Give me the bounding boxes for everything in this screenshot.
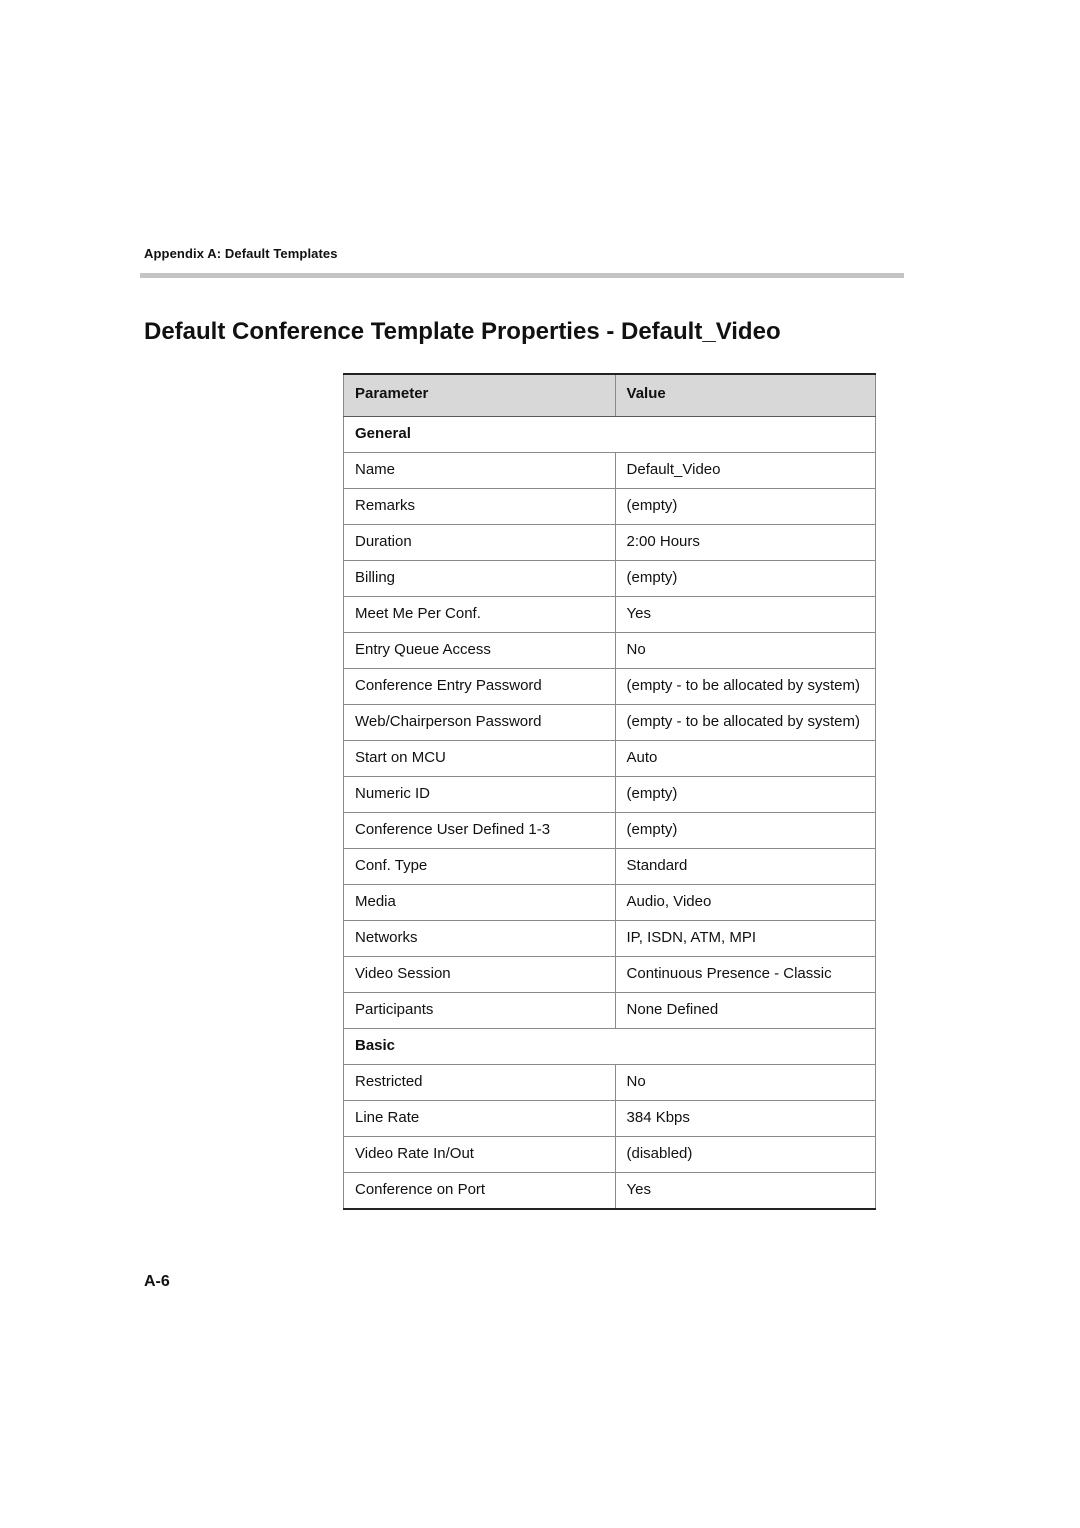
value-cell: Standard [615,849,875,885]
value-cell: Auto [615,741,875,777]
parameter-cell: Billing [344,561,616,597]
table-row [344,849,876,885]
table-row [344,1101,876,1137]
table-row [344,1173,876,1210]
table-row [344,525,876,561]
value-cell: Audio, Video [615,885,875,921]
value-cell: Yes [615,1173,875,1210]
table-row [344,669,876,705]
parameter-cell: Duration [344,525,616,561]
section-heading: General [344,417,876,453]
table-row [344,993,876,1029]
value-cell: IP, ISDN, ATM, MPI [615,921,875,957]
value-cell: None Defined [615,993,875,1029]
parameter-cell: Conference on Port [344,1173,616,1210]
value-cell: No [615,1065,875,1101]
running-header: Appendix A: Default Templates [144,246,338,261]
parameter-cell: Remarks [344,489,616,525]
section-row [344,417,876,453]
parameter-cell: Video Session [344,957,616,993]
value-cell: 384 Kbps [615,1101,875,1137]
table-row [344,741,876,777]
section-heading: Basic [344,1029,876,1065]
value-cell: (empty) [615,813,875,849]
value-cell: (empty - to be allocated by system) [615,705,875,741]
parameter-cell: Meet Me Per Conf. [344,597,616,633]
value-cell: Default_Video [615,453,875,489]
parameter-cell: Conf. Type [344,849,616,885]
column-header-value: Value [615,374,875,417]
table-row [344,633,876,669]
parameter-cell: Conference Entry Password [344,669,616,705]
table-row [344,1137,876,1173]
table-row [344,921,876,957]
parameter-cell: Line Rate [344,1101,616,1137]
table-body [344,417,876,1210]
parameter-cell: Name [344,453,616,489]
page-number: A-6 [144,1273,170,1290]
value-cell: Continuous Presence - Classic [615,957,875,993]
column-header-parameter: Parameter [344,374,616,417]
value-cell: No [615,633,875,669]
value-cell: (empty) [615,777,875,813]
parameter-cell: Entry Queue Access [344,633,616,669]
header-rule [140,273,904,278]
table-row [344,705,876,741]
table-row [344,453,876,489]
table-row [344,489,876,525]
table-row [344,813,876,849]
value-cell: (disabled) [615,1137,875,1173]
parameter-cell: Start on MCU [344,741,616,777]
parameter-cell: Participants [344,993,616,1029]
value-cell: (empty) [615,561,875,597]
table-row [344,597,876,633]
parameter-cell: Media [344,885,616,921]
parameter-cell: Web/Chairperson Password [344,705,616,741]
value-cell: (empty - to be allocated by system) [615,669,875,705]
table-header-row [344,374,876,417]
table-row [344,1065,876,1101]
value-cell: 2:00 Hours [615,525,875,561]
parameter-cell: Networks [344,921,616,957]
parameters-table [343,373,876,1210]
table-row [344,777,876,813]
table-row [344,885,876,921]
table-row [344,957,876,993]
parameter-cell: Numeric ID [344,777,616,813]
value-cell: (empty) [615,489,875,525]
parameter-cell: Restricted [344,1065,616,1101]
table-row [344,561,876,597]
parameter-cell: Conference User Defined 1-3 [344,813,616,849]
value-cell: Yes [615,597,875,633]
section-row [344,1029,876,1065]
parameter-cell: Video Rate In/Out [344,1137,616,1173]
page-title: Default Conference Template Properties - Default_Video [144,318,781,345]
